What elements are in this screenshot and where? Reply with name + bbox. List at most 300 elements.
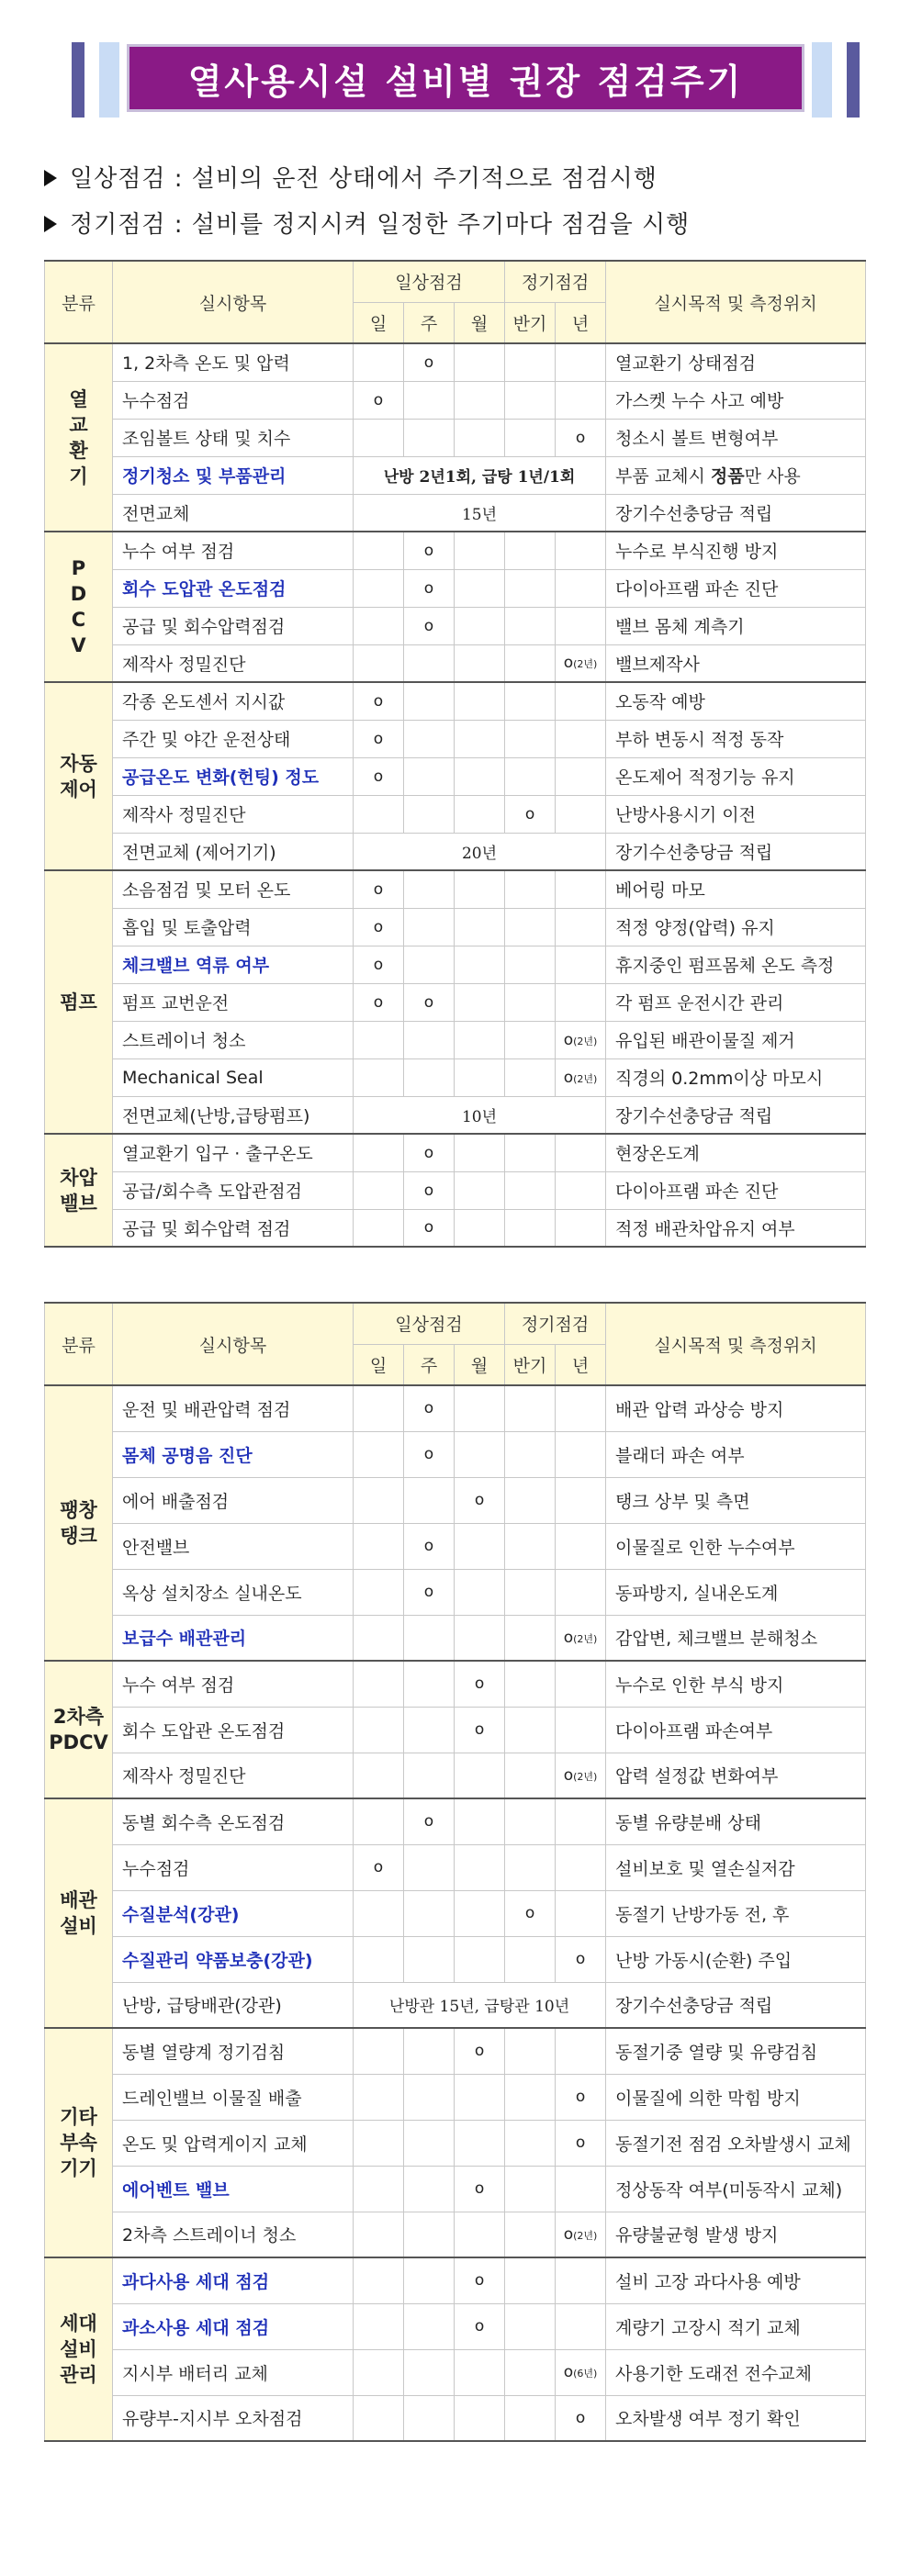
mark-cell — [455, 343, 505, 381]
mark-cell — [404, 2349, 455, 2395]
banner-stripe-left-light — [99, 42, 119, 118]
mark-cell — [404, 2120, 455, 2166]
mark-cell: o(2년) — [556, 644, 606, 682]
purpose-cell: 압력 설정값 변화여부 — [606, 1753, 866, 1798]
mark-cell — [354, 607, 404, 644]
item-cell: 누수점검 — [113, 381, 354, 419]
item-cell: 몸체 공명음 진단 — [113, 1431, 354, 1477]
mark-cell — [505, 1615, 556, 1661]
item-cell: 1, 2차측 온도 및 압력 — [113, 343, 354, 381]
item-cell: 체크밸브 역류 여부 — [113, 946, 354, 983]
category-cell: 펌프 — [45, 870, 113, 1134]
purpose-cell: 베어링 마모 — [606, 870, 866, 908]
mark-cell — [354, 2349, 404, 2395]
item-cell: 안전밸브 — [113, 1523, 354, 1569]
item-cell: 보급수 배관관리 — [113, 1615, 354, 1661]
table-row — [45, 946, 866, 983]
mark-cell — [354, 1431, 404, 1477]
mark-cell: o — [455, 2303, 505, 2349]
category-cell: P D C V — [45, 532, 113, 682]
item-cell: 전면교체(난방,급탕펌프) — [113, 1096, 354, 1134]
table-row — [45, 1134, 866, 1171]
mark-cell: o(2년) — [556, 1021, 606, 1058]
mark-cell — [505, 532, 556, 569]
item-cell: 누수 여부 점검 — [113, 532, 354, 569]
item-cell: 공급 및 회수압력 점검 — [113, 1209, 354, 1247]
table-row — [45, 1431, 866, 1477]
mark-cell: o — [556, 2395, 606, 2441]
mark-cell — [455, 1171, 505, 1209]
mark-cell — [505, 1844, 556, 1890]
mark-cell — [556, 1844, 606, 1890]
mark-cell — [556, 1209, 606, 1247]
mark-cell — [455, 983, 505, 1021]
triangle-bullet-icon — [44, 170, 57, 186]
mark-cell — [505, 569, 556, 607]
category-cell: 팽창 탱크 — [45, 1385, 113, 1661]
item-cell: 제작사 정밀진단 — [113, 795, 354, 833]
mark-cell — [354, 1753, 404, 1798]
purpose-cell: 오동작 예방 — [606, 682, 866, 720]
purpose-cell: 누수로 부식진행 방지 — [606, 532, 866, 569]
mark-cell — [455, 908, 505, 946]
mark-cell — [505, 1569, 556, 1615]
item-cell: 수질분석(강관) — [113, 1890, 354, 1936]
table-row — [45, 1844, 866, 1890]
mark-cell — [455, 1753, 505, 1798]
mark-cell — [556, 1661, 606, 1707]
mark-cell — [505, 419, 556, 456]
table-row — [45, 757, 866, 795]
mark-cell — [354, 1134, 404, 1171]
mark-cell — [404, 419, 455, 456]
purpose-cell: 오차발생 여부 정기 확인 — [606, 2395, 866, 2441]
table-row — [45, 456, 866, 494]
item-cell: 펌프 교번운전 — [113, 983, 354, 1021]
mark-cell: o — [556, 419, 606, 456]
mark-cell — [505, 1058, 556, 1096]
header-purpose: 실시목적 및 측정위치 — [606, 1303, 866, 1385]
mark-cell — [505, 607, 556, 644]
header-year: 년 — [556, 302, 606, 343]
mark-cell — [505, 682, 556, 720]
mark-cell — [505, 1661, 556, 1707]
mark-cell: o — [404, 343, 455, 381]
table-row — [45, 983, 866, 1021]
table-row — [45, 1058, 866, 1096]
table-row — [45, 1936, 866, 1982]
item-cell: 열교환기 입구 · 출구온도 — [113, 1134, 354, 1171]
table-row — [45, 1209, 866, 1247]
category-cell: 자동 제어 — [45, 682, 113, 870]
mark-cell — [505, 2395, 556, 2441]
header-week: 주 — [404, 1344, 455, 1385]
header-periodic-group: 정기점검 — [505, 1303, 606, 1344]
purpose-cell: 다이아프램 파손여부 — [606, 1707, 866, 1753]
mark-cell — [354, 1058, 404, 1096]
mark-cell — [455, 569, 505, 607]
mark-cell — [556, 1707, 606, 1753]
item-cell: 지시부 배터리 교체 — [113, 2349, 354, 2395]
mark-period-note: (2년) — [573, 658, 598, 671]
purpose-cell: 장기수선충당금 적립 — [606, 1982, 866, 2028]
mark-cell — [556, 1477, 606, 1523]
mark-cell — [354, 419, 404, 456]
mark-cell — [556, 946, 606, 983]
header-daily-group: 일상점검 — [354, 1303, 505, 1344]
definitions — [44, 156, 690, 248]
mark-cell — [404, 644, 455, 682]
mark-cell — [505, 381, 556, 419]
mark-cell — [455, 946, 505, 983]
mark-cell — [404, 1844, 455, 1890]
category-cell: 차압 밸브 — [45, 1134, 113, 1247]
item-cell: 2차측 스트레이너 청소 — [113, 2212, 354, 2257]
item-cell: 에어벤트 밸브 — [113, 2166, 354, 2212]
mark-cell — [354, 569, 404, 607]
mark-cell — [556, 720, 606, 757]
mark-cell: o — [354, 908, 404, 946]
mark-cell — [505, 946, 556, 983]
mark-cell — [556, 569, 606, 607]
mark-cell — [455, 2349, 505, 2395]
header-week: 주 — [404, 302, 455, 343]
table-row — [45, 532, 866, 569]
purpose-cell: 사용기한 도래전 전수교체 — [606, 2349, 866, 2395]
mark-cell — [455, 1021, 505, 1058]
mark-cell — [455, 607, 505, 644]
mark-cell: o — [404, 607, 455, 644]
mark-cell: o — [404, 569, 455, 607]
purpose-cell: 장기수선충당금 적립 — [606, 833, 866, 870]
purpose-cell: 열교환기 상태점검 — [606, 343, 866, 381]
mark-cell — [505, 1707, 556, 1753]
item-cell: 누수 여부 점검 — [113, 1661, 354, 1707]
mark-cell — [404, 720, 455, 757]
purpose-cell: 적정 배관차압유지 여부 — [606, 1209, 866, 1247]
table-row — [45, 2349, 866, 2395]
mark-cell — [455, 720, 505, 757]
table-row — [45, 494, 866, 532]
mark-cell: o — [354, 720, 404, 757]
mark-cell: o(6년) — [556, 2349, 606, 2395]
mark-cell — [505, 1021, 556, 1058]
mark-period-note: (2년) — [573, 2229, 598, 2242]
title-banner — [72, 42, 860, 118]
mark-cell — [505, 2028, 556, 2074]
mark-cell — [556, 1798, 606, 1844]
mark-cell — [455, 757, 505, 795]
mark-cell — [354, 1798, 404, 1844]
purpose-cell: 직경의 0.2mm이상 마모시 — [606, 1058, 866, 1096]
mark-cell — [455, 644, 505, 682]
mark-cell — [455, 1936, 505, 1982]
mark-cell — [404, 1477, 455, 1523]
banner-stripe-right-light — [812, 42, 832, 118]
mark-cell — [354, 1171, 404, 1209]
mark-cell — [354, 1661, 404, 1707]
mark-cell — [556, 1569, 606, 1615]
mark-cell — [455, 532, 505, 569]
period-span-cell: 15년 — [354, 494, 606, 532]
mark-cell: o — [404, 983, 455, 1021]
mark-cell — [556, 1523, 606, 1569]
header-item: 실시항목 — [113, 261, 354, 343]
mark-cell — [455, 1385, 505, 1431]
item-cell: 제작사 정밀진단 — [113, 1753, 354, 1798]
mark-cell — [455, 1890, 505, 1936]
item-cell: 옥상 설치장소 실내온도 — [113, 1569, 354, 1615]
mark-cell — [404, 2395, 455, 2441]
mark-cell — [556, 1134, 606, 1171]
mark-cell — [505, 2166, 556, 2212]
table-row — [45, 381, 866, 419]
mark-cell — [556, 1431, 606, 1477]
mark-cell — [354, 2257, 404, 2303]
mark-cell — [505, 1936, 556, 1982]
mark-cell: o — [404, 1134, 455, 1171]
mark-cell — [505, 2074, 556, 2120]
mark-cell: o — [455, 2028, 505, 2074]
mark-cell: o — [354, 1844, 404, 1890]
item-cell: 동별 열량계 정기검침 — [113, 2028, 354, 2074]
header-daily-group: 일상점검 — [354, 261, 505, 302]
mark-cell: o — [404, 1209, 455, 1247]
purpose-cell: 장기수선충당금 적립 — [606, 494, 866, 532]
item-cell: 공급온도 변화(헌팅) 정도 — [113, 757, 354, 795]
table-row — [45, 607, 866, 644]
purpose-cell: 설비 고장 과다사용 예방 — [606, 2257, 866, 2303]
mark-cell — [404, 795, 455, 833]
mark-cell — [455, 1431, 505, 1477]
mark-cell — [354, 795, 404, 833]
triangle-bullet-icon — [44, 216, 57, 232]
item-cell: 과다사용 세대 점검 — [113, 2257, 354, 2303]
mark-cell — [556, 795, 606, 833]
mark-cell — [455, 419, 505, 456]
purpose-cell: 다이아프램 파손 진단 — [606, 569, 866, 607]
mark-period-note: (6년) — [573, 2368, 598, 2380]
mark-cell — [404, 908, 455, 946]
header-half: 반기 — [505, 1344, 556, 1385]
mark-cell — [455, 1615, 505, 1661]
mark-cell — [354, 2303, 404, 2349]
item-cell: 드레인밸브 이물질 배출 — [113, 2074, 354, 2120]
mark-cell — [455, 1134, 505, 1171]
mark-cell — [455, 682, 505, 720]
mark-cell: o — [354, 757, 404, 795]
header-category: 분류 — [45, 261, 113, 343]
mark-cell — [556, 1171, 606, 1209]
mark-cell — [505, 1431, 556, 1477]
item-cell: 제작사 정밀진단 — [113, 644, 354, 682]
table-row — [45, 2257, 866, 2303]
category-cell: 배관 설비 — [45, 1798, 113, 2028]
mark-period-note: (2년) — [573, 1035, 598, 1047]
mark-cell — [404, 757, 455, 795]
purpose-cell: 유량불균형 발생 방지 — [606, 2212, 866, 2257]
mark-period-note: (2년) — [573, 1770, 598, 1783]
purpose-cell: 동절기전 점검 오차발생시 교체 — [606, 2120, 866, 2166]
table-row — [45, 1982, 866, 2028]
mark-cell — [404, 381, 455, 419]
header-periodic-group: 정기점검 — [505, 261, 606, 302]
mark-cell — [455, 1523, 505, 1569]
item-cell: 전면교체 (제어기기) — [113, 833, 354, 870]
purpose-cell: 다이아프램 파손 진단 — [606, 1171, 866, 1209]
table-row — [45, 1096, 866, 1134]
item-cell: 흡입 및 토출압력 — [113, 908, 354, 946]
table-row — [45, 1385, 866, 1431]
item-cell: 수질관리 약품보충(강관) — [113, 1936, 354, 1982]
mark-cell — [354, 2028, 404, 2074]
purpose-cell: 가스켓 누수 사고 예방 — [606, 381, 866, 419]
mark-cell: o — [455, 1661, 505, 1707]
mark-cell — [354, 644, 404, 682]
period-span-cell: 20년 — [354, 833, 606, 870]
item-cell: 주간 및 야간 운전상태 — [113, 720, 354, 757]
mark-cell: o(2년) — [556, 1058, 606, 1096]
item-cell: 회수 도압관 온도점검 — [113, 1707, 354, 1753]
purpose-cell: 장기수선충당금 적립 — [606, 1096, 866, 1134]
mark-cell — [556, 682, 606, 720]
category-cell: 열 교 환 기 — [45, 343, 113, 532]
purpose-cell: 설비보호 및 열손실저감 — [606, 1844, 866, 1890]
purpose-cell: 동절기중 열량 및 유량검침 — [606, 2028, 866, 2074]
table-row — [45, 1798, 866, 1844]
mark-cell — [404, 2074, 455, 2120]
mark-cell — [556, 2303, 606, 2349]
table-row — [45, 1569, 866, 1615]
mark-cell: o — [354, 381, 404, 419]
mark-cell — [455, 1569, 505, 1615]
purpose-cell: 난방사용시기 이전 — [606, 795, 866, 833]
item-cell: 스트레이너 청소 — [113, 1021, 354, 1058]
title-box — [127, 44, 804, 112]
item-cell: 에어 배출점검 — [113, 1477, 354, 1523]
table-row — [45, 1523, 866, 1569]
purpose-cell: 현장온도계 — [606, 1134, 866, 1171]
purpose-cell: 유입된 배관이물질 제거 — [606, 1021, 866, 1058]
category-cell: 2차측 PDCV — [45, 1661, 113, 1798]
table-row — [45, 833, 866, 870]
purpose-cell: 블래더 파손 여부 — [606, 1431, 866, 1477]
item-cell: 동별 회수측 온도점검 — [113, 1798, 354, 1844]
purpose-cell: 누수로 인한 부식 방지 — [606, 1661, 866, 1707]
table-row — [45, 2212, 866, 2257]
mark-cell — [354, 2212, 404, 2257]
purpose-cell: 이물질로 인한 누수여부 — [606, 1523, 866, 1569]
mark-cell: o — [404, 1385, 455, 1431]
inspection-table-1 — [44, 260, 866, 1248]
period-span-cell: 난방관 15년, 급탕관 10년 — [354, 1982, 606, 2028]
table-row — [45, 720, 866, 757]
item-cell: 정기청소 및 부품관리 — [113, 456, 354, 494]
mark-cell — [505, 1523, 556, 1569]
mark-cell — [505, 1171, 556, 1209]
header-day: 일 — [354, 302, 404, 343]
mark-cell — [354, 2166, 404, 2212]
mark-cell — [556, 2028, 606, 2074]
table-row — [45, 2166, 866, 2212]
mark-cell — [354, 1477, 404, 1523]
header-month: 월 — [455, 302, 505, 343]
mark-cell — [505, 2303, 556, 2349]
banner-stripe-right-dark — [847, 42, 860, 118]
mark-cell — [505, 644, 556, 682]
table-row — [45, 1753, 866, 1798]
mark-cell: o — [404, 1798, 455, 1844]
definition-periodic: 정기점검 : 설비를 정지시켜 일정한 주기마다 점검을 시행 — [44, 202, 690, 248]
mark-cell — [505, 757, 556, 795]
mark-cell: o — [505, 795, 556, 833]
table-row — [45, 2028, 866, 2074]
mark-cell: o — [404, 1431, 455, 1477]
mark-cell: o — [455, 2257, 505, 2303]
mark-cell — [354, 532, 404, 569]
category-cell: 세대 설비 관리 — [45, 2257, 113, 2441]
mark-cell — [354, 1890, 404, 1936]
purpose-cell: 휴지중인 펌프몸체 온도 측정 — [606, 946, 866, 983]
mark-cell — [556, 908, 606, 946]
mark-cell — [556, 1890, 606, 1936]
purpose-cell: 배관 압력 과상승 방지 — [606, 1385, 866, 1431]
table-row — [45, 1661, 866, 1707]
mark-cell — [404, 1021, 455, 1058]
purpose-cell: 밸브제작사 — [606, 644, 866, 682]
mark-cell — [455, 1058, 505, 1096]
mark-cell — [354, 1209, 404, 1247]
mark-cell — [404, 1707, 455, 1753]
item-cell: 회수 도압관 온도점검 — [113, 569, 354, 607]
item-cell: 과소사용 세대 점검 — [113, 2303, 354, 2349]
mark-cell: o(2년) — [556, 1753, 606, 1798]
mark-cell — [505, 1134, 556, 1171]
mark-cell — [404, 2166, 455, 2212]
table-row — [45, 1890, 866, 1936]
mark-cell — [455, 381, 505, 419]
table-row — [45, 908, 866, 946]
purpose-cell: 온도제어 적정기능 유지 — [606, 757, 866, 795]
purpose-cell: 이물질에 의한 막힘 방지 — [606, 2074, 866, 2120]
mark-cell: o — [455, 2166, 505, 2212]
item-cell: 소음점검 및 모터 온도 — [113, 870, 354, 908]
mark-cell — [556, 2166, 606, 2212]
table-row — [45, 2303, 866, 2349]
mark-cell — [404, 1890, 455, 1936]
purpose-cell: 감압변, 체크밸브 분해청소 — [606, 1615, 866, 1661]
item-cell: 공급 및 회수압력점검 — [113, 607, 354, 644]
mark-cell — [354, 2395, 404, 2441]
mark-cell — [404, 2303, 455, 2349]
mark-cell — [505, 870, 556, 908]
header-month: 월 — [455, 1344, 505, 1385]
item-cell: 난방, 급탕배관(강관) — [113, 1982, 354, 2028]
table-row — [45, 870, 866, 908]
mark-cell: o — [556, 1936, 606, 1982]
purpose-emphasis: 정품 — [710, 466, 745, 487]
mark-cell — [556, 983, 606, 1021]
table-row — [45, 2074, 866, 2120]
purpose-cell: 탱크 상부 및 측면 — [606, 1477, 866, 1523]
item-cell: 공급/회수측 도압관점검 — [113, 1171, 354, 1209]
mark-cell — [505, 720, 556, 757]
mark-cell — [556, 757, 606, 795]
mark-cell — [505, 2212, 556, 2257]
mark-cell: o — [354, 682, 404, 720]
category-cell: 기타 부속 기기 — [45, 2028, 113, 2257]
mark-cell — [455, 1209, 505, 1247]
